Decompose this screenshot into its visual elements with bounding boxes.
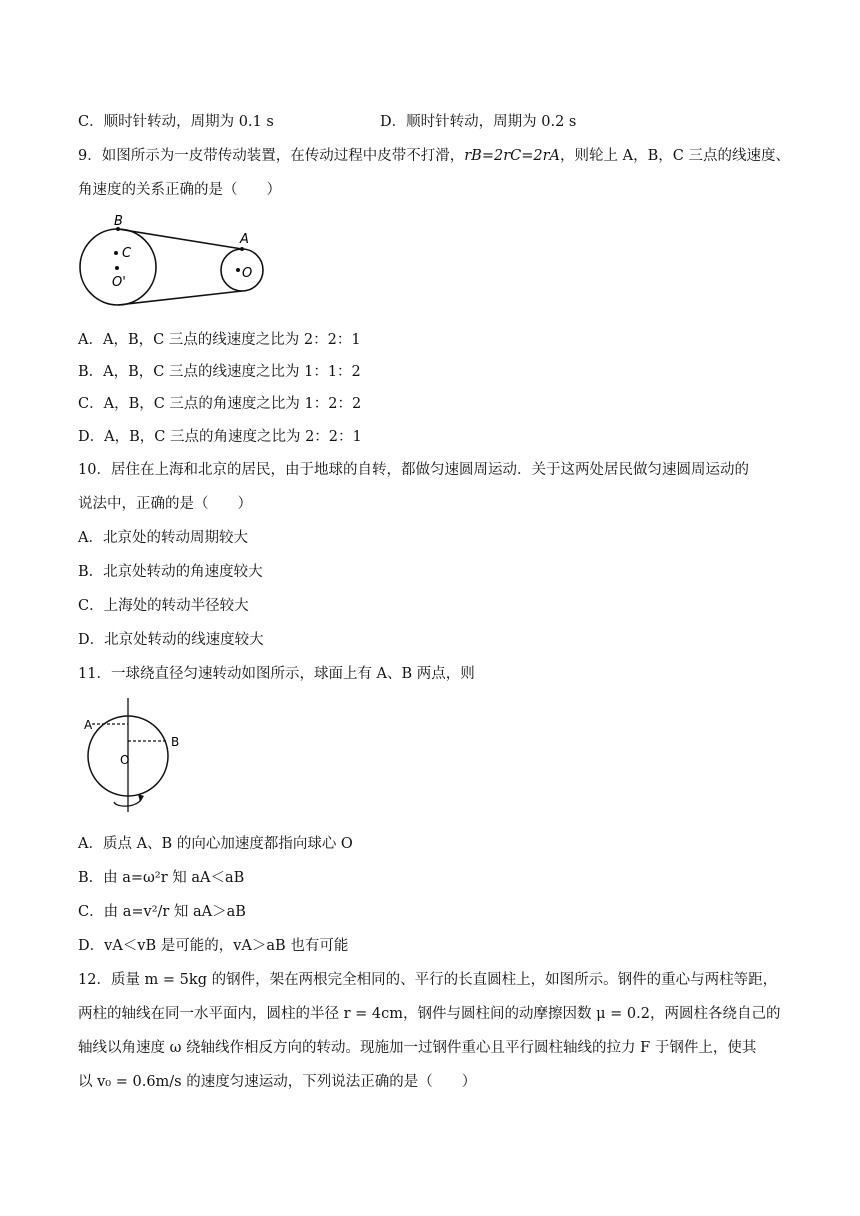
q8-option-d: D．顺时针转动，周期为 0.2 s [380,114,577,130]
q10-option-a: A．北京处的转动周期较大 [78,530,248,546]
point-a [240,247,244,251]
q9-relation: rB=2rC=2rA [464,148,560,164]
q11-option-b: B．由 a=ω²r 知 aA＜aB [78,870,245,886]
q10-option-c: C．上海处的转动半径较大 [78,598,249,614]
q12-line2: 两柱的轴线在同一水平面内，圆柱的半径 r = 4cm，钢件与圆柱间的动摩擦因数 μ = 0.2，两圆柱各绕自己的 [78,1006,781,1022]
q12-line1: 12．质量 m = 5kg 的钢件，架在两根完全相同的、平行的长直圆柱上，如图所示。钢件的重心与两柱等距， [78,972,778,988]
rotating-sphere-figure [82,696,192,814]
q10-option-b: B．北京处转动的角速度较大 [78,564,263,580]
sphere-label-a: A [84,718,93,732]
q9-stem-line2: 角速度的关系正确的是（ ） [78,182,281,198]
q12-line4: 以 v₀ = 0.6m/s 的速度匀速运动，下列说法正确的是（ ） [78,1074,477,1090]
label-c: C [122,246,132,261]
q12-line3: 轴线以角速度 ω 绕轴线作相反方向的转动。现施加一过钢件重心且平行圆柱轴线的拉力 F 于钢件上，使其 [78,1040,757,1056]
q9-stem-prefix: 9．如图所示为一皮带传动装置，在传动过程中皮带不打滑， [78,148,465,164]
belt-top [118,229,242,249]
sphere-label-o: O [120,753,130,767]
q9-stem-line1 [78,146,790,166]
point-c [114,251,118,255]
q9-option-a: A．A，B，C 三点的线速度之比为 2：2：1 [78,332,361,348]
belt-bottom [118,291,242,305]
q10-stem-line1: 10．居住在上海和北京的居民，由于地球的自转，都做匀速圆周运动．关于这两处居民做匀速圆周运动的 [78,462,749,478]
point-o [236,268,240,272]
q10-option-d: D．北京处转动的线速度较大 [78,632,264,648]
label-o-prime: O' [112,275,126,290]
q9-option-d: D．A，B，C 三点的角速度之比为 2：2：1 [78,429,362,445]
label-a: A [240,232,249,247]
belt-drive-figure [76,212,276,312]
q8-option-c: C．顺时针转动，周期为 0.1 s [78,114,274,130]
q10-stem-line2: 说法中，正确的是（ ） [78,496,252,512]
q9-option-b: B．A，B，C 三点的线速度之比为 1：1：2 [78,364,361,380]
label-b: B [114,214,123,229]
q11-stem: 11．一球绕直径匀速转动如图所示，球面上有 A、B 两点，则 [78,666,475,682]
q11-option-a: A．质点 A、B 的向心加速度都指向球心 O [78,836,353,852]
q9-stem-suffix: ，则轮上 A，B，C 三点的线速度、 [560,148,790,164]
q11-option-d: D．vA＜vB 是可能的，vA＞aB 也有可能 [78,938,349,954]
q11-option-c: C．由 a=v²/r 知 aA＞aB [78,904,246,920]
q9-option-c: C．A，B，C 三点的角速度之比为 1：2：2 [78,396,362,412]
label-o: O [242,266,253,281]
sphere-label-b: B [171,735,180,749]
point-o-prime [115,266,119,270]
